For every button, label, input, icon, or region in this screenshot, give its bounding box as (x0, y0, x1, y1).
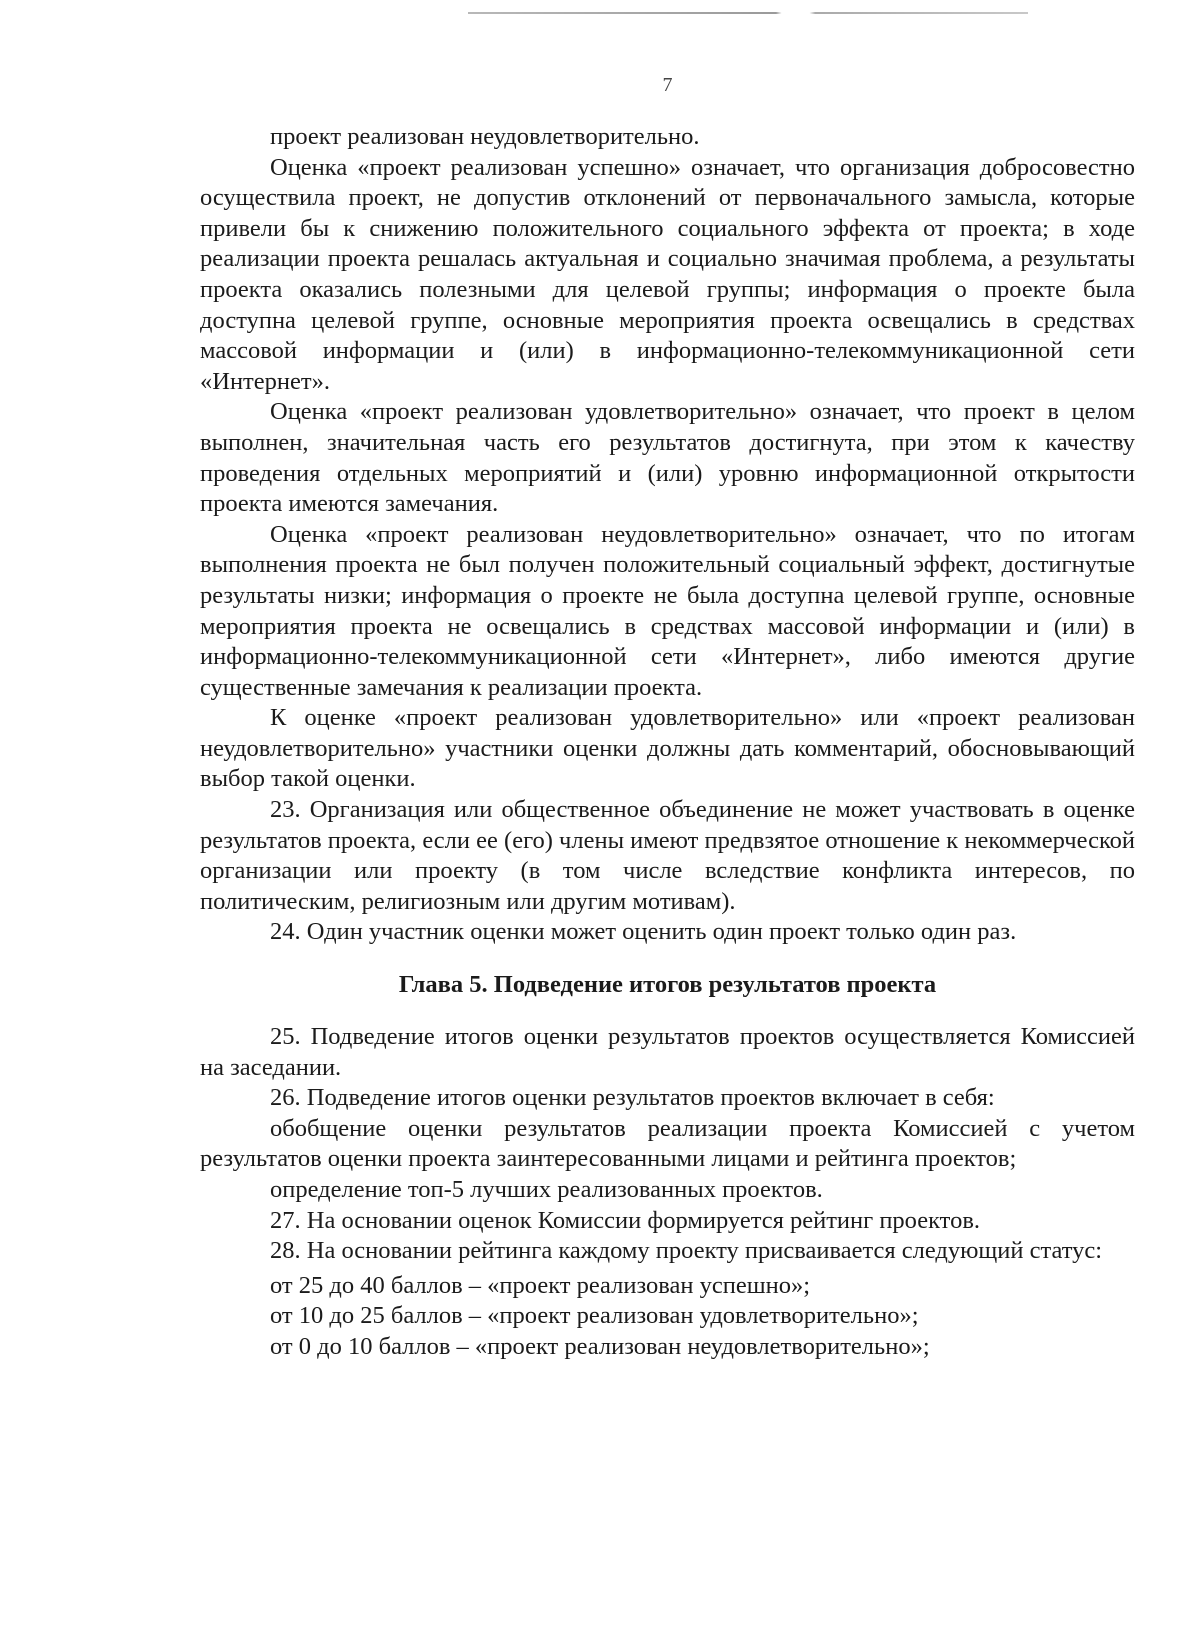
scan-artifact-line (468, 12, 1028, 14)
page-number: 7 (662, 74, 673, 96)
paragraph-clause-24: 24. Один участник оценки может оценить один проект только один раз. (270, 918, 1017, 946)
paragraph-clause-26: 26. Подведение итогов оценки результатов проектов включает в себя: (270, 1084, 995, 1112)
status-range-satisfactory: от 10 до 25 баллов – «проект реализован удовлетворительно»; (270, 1302, 919, 1330)
paragraph-continuation: проект реализован неудовлетворительно. (270, 123, 700, 150)
paragraph-clause-26-item-1: обобщение оценки результатов реализации проекта Комиссией с учетом результатов оценки проекта заинтересованными лицами и рейтинга проектов; (200, 1114, 1135, 1173)
paragraph-success-definition: Оценка «проект реализован успешно» означает, что организация добросовестно осуществила проект, не допустив отклонений от первоначального замысла, которые привели бы к снижению положительного социального эффекта от проекта; в ходе реализации проекта решалась актуальная и социально значимая проблема, а результаты проекта оказались полезными для целевой группы; информация о проекте была доступна целевой группе, основные мероприятия проекта освещались в средствах массовой информации и (или) в информационно-телекоммуникационной сети «Интернет». (200, 153, 1135, 395)
status-range-success: от 25 до 40 баллов – «проект реализован успешно»; (270, 1271, 811, 1299)
paragraph-clause-26-item-2: определение топ-5 лучших реализованных проектов. (270, 1176, 823, 1203)
paragraph-comment-requirement: К оценке «проект реализован удовлетворительно» или «проект реализован неудовлетворительно» участники оценки должны дать комментарий, обосновывающий выбор такой оценки. (200, 704, 1135, 793)
paragraph-clause-25: 25. Подведение итогов оценки результатов проектов осуществляется Комиссией на заседании. (200, 1023, 1135, 1081)
status-range-unsatisfactory: от 0 до 10 баллов – «проект реализован неудовлетворительно»; (270, 1332, 930, 1360)
paragraph-satisfactory-definition: Оценка «проект реализован удовлетворительно» означает, что проект в целом выполнен, значительная часть его результатов достигнута, при этом к качеству проведения отдельных мероприятий и (или) уровню информационной открытости проекта имеются замечания. (200, 398, 1135, 518)
chapter-title: Глава 5. Подведение итогов результатов проекта (398, 971, 937, 999)
paragraph-clause-28: 28. На основании рейтинга каждому проекту присваивается следующий статус: (270, 1237, 1103, 1265)
paragraph-unsatisfactory-definition: Оценка «проект реализован неудовлетворительно» означает, что по итогам выполнения проекта не был получен положительный социальный эффект, достигнутые результаты низки; информация о проекте не была доступна целевой группе, основные мероприятия проекта не освещались в средствах массовой информации и (или) в информационно-телекоммуникационной сети «Интернет», либо имеются другие существенные замечания к реализации проекта. (200, 520, 1135, 701)
paragraph-clause-27: 27. На основании оценок Комиссии формируется рейтинг проектов. (270, 1206, 981, 1234)
paragraph-clause-23: 23. Организация или общественное объединение не может участвовать в оценке результатов проекта, если ее (его) члены имеют предвзятое отношение к некоммерческой организации или проекту (в том числе вследствие конфликта интересов, по политическим, религиозным или другим мотивам). (200, 796, 1135, 915)
document-body (200, 122, 1135, 1363)
